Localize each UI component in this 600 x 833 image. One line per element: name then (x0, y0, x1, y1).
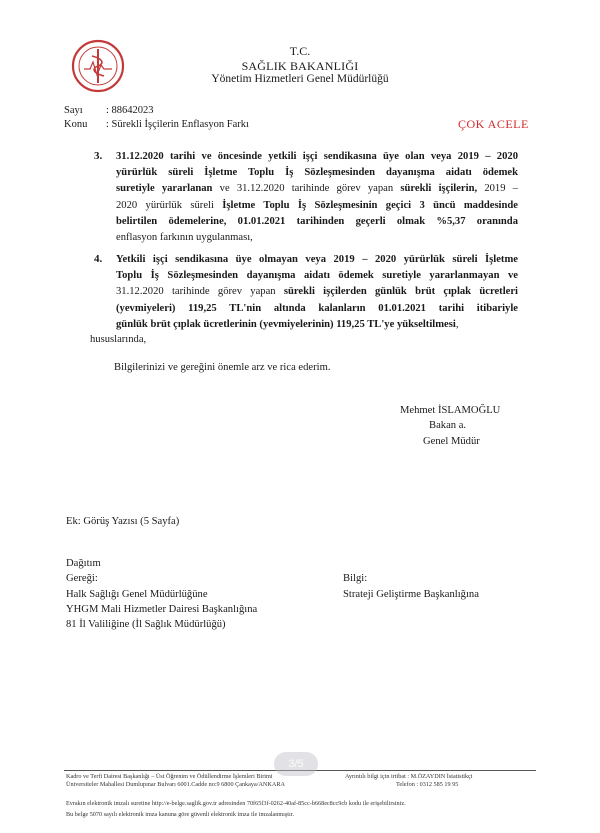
distribution-label: Dağıtım (66, 558, 101, 569)
bold-segment: belirtilen ödemelerine, 01.01.2021 tarihinden geçerli olmak %5,37 oranında (116, 215, 518, 227)
gereg-label: Gereği: (66, 573, 98, 584)
signatory-position: Genel Müdür (423, 436, 480, 447)
konu-value: : Sürekli İşçilerin Enflasyon Farkı (106, 119, 249, 130)
text-segment: 2020 yürürlük süreli (116, 199, 223, 211)
distribution-item: 81 İl Valiliğine (İl Sağlık Müdürlüğü) (66, 619, 226, 630)
text-segment: , (455, 318, 459, 330)
distribution-item: YHGM Mali Hizmetler Dairesi Başkanlığına (66, 604, 258, 615)
paragraph-line (116, 268, 518, 284)
bold-segment: (yevmiyeleri) 119,25 TL'nin altında kalanların 01.01.2021 tarihi itibariyle (116, 302, 518, 314)
bold-segment: İşletme Toplu İş Sözleşmesinin geçici 3 üncü maddesinde (222, 199, 518, 211)
konu-label: Konu (64, 119, 88, 130)
bold-segment: Yetkili işçi sendikasına üye olmayan veya 2019 – 2020 yürürlük süreli İşletme (116, 254, 518, 265)
bold-segment: yürürlük süreli İşletme Toplu İş Sözleşmesinden dayanışma aidatı ödemek (116, 167, 518, 179)
signatory-name: Mehmet İSLAMOĞLU (400, 405, 501, 416)
bold-segment: günlük brüt çıplak ücretlerinin (yevmiyelerinin) 119,25 TL'ye yükseltilmesi (116, 318, 456, 330)
bilgi-label: Bilgi: (343, 573, 368, 584)
paragraph-line (116, 252, 518, 268)
paragraph-line (116, 317, 518, 333)
urgent-stamp: ÇOK ACELE (458, 117, 529, 131)
ministry-logo-icon (70, 38, 126, 94)
paragraph-line (116, 149, 518, 165)
sayi-value: : 88642023 (106, 105, 154, 116)
attachment-note: Ek: Görüş Yazısı (5 Sayfa) (66, 516, 180, 527)
bold-segment: suretiyle yararlanan (116, 183, 213, 195)
text-segment: 31.12.2020 tarihinde görev yapan (116, 286, 284, 298)
header-ministry: SAĞLIK BAKANLIĞI (241, 59, 359, 73)
bold-segment: Toplu İş Sözleşmesinden dayanışma aidatı ödemek suretiyle yararlanmayan ve (116, 270, 518, 282)
paragraph-line (116, 214, 518, 230)
footer-address-1: Kadro ve Terfi Dairesi Başkanlığı – Üst Öğrenim ve Ödüllendirme İşlemleri Birimi (66, 773, 273, 780)
distribution-item: Halk Sağlığı Genel Müdürlüğüne (66, 589, 208, 600)
header-directorate: Yönetim Hizmetleri Genel Müdürlüğü (211, 73, 389, 85)
paragraph-line (116, 181, 518, 197)
footer-verification-link: Evrakın elektronik imzalı suretine http://e-belge.saglik.gov.tr adresinden 70f65f3f-0262-40af-85cc-b668ec8cc9cb kodu ile erişebilirsiniz. (66, 800, 406, 807)
bold-segment: sürekli işçilerden günlük brüt çıplak ücretleri (283, 286, 518, 298)
page-indicator: 3/5 (274, 752, 318, 776)
paragraph-line (116, 284, 518, 300)
item-number: 4. (94, 253, 103, 265)
bold-segment: 31.12.2020 tarihi ve öncesinde yetkili işçi sendikasına üye olan veya 2019 – 2020 (116, 151, 518, 162)
item-paragraph (116, 252, 518, 333)
item-number: 3. (94, 150, 103, 162)
footer-phone: Telefon : 0312 585 19 95 (396, 781, 459, 788)
closing-text: Bilgilerinizi ve gereğini önemle arz ve rica ederim. (114, 362, 331, 373)
sayi-label: Sayı (64, 105, 83, 116)
paragraph-line (116, 301, 518, 317)
paragraph-line (116, 230, 518, 246)
signatory-title: Bakan a. (429, 420, 467, 431)
text-segment: 2019 – (477, 183, 518, 195)
paragraph-line (116, 165, 518, 181)
footer-contact: Ayrıntılı bilgi için irtibat : M.ÖZAYDIN İstatistikçi (345, 773, 473, 780)
bold-segment: sürekli işçilerin, (400, 183, 478, 195)
footer-address-2: Üniversiteler Mahallesi Dumlupınar Bulvarı 6001.Cadde no:9 6800 Çankaya/ANKARA (66, 781, 285, 788)
text-segment: ve 31.12.2020 tarihinde görev yapan (212, 183, 401, 195)
distribution-item: Strateji Geliştirme Başkanlığına (343, 589, 479, 600)
hususlarinda-text: hususlarında, (90, 334, 147, 345)
header-tc: T.C. (289, 44, 311, 58)
paragraph-line (116, 198, 518, 214)
item-paragraph (116, 149, 518, 246)
text-segment: enflasyon farkının uygulanması, (116, 232, 253, 244)
footer-esignature-note: Bu belge 5070 sayılı elektronik imza kanuna göre güvenli elektronik imza ile imzalanmıştır. (66, 811, 295, 818)
